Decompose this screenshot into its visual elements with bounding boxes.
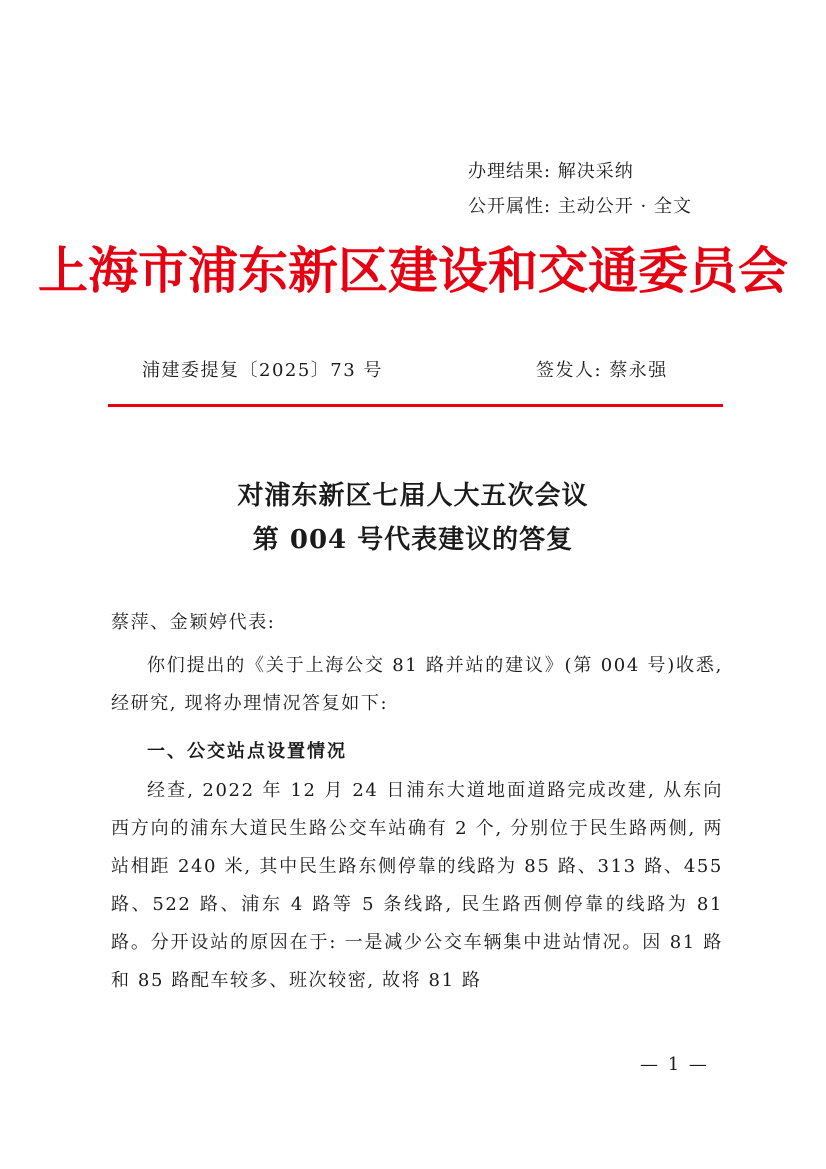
intro-paragraph: 你们提出的《关于上海公交 81 路并站的建议》(第 004 号)收悉, 经研究, 现将办理情况答复如下: — [111, 655, 723, 714]
signer: 签发人: 蔡永强 — [536, 360, 668, 381]
doc-title-line2: 第 004 号代表建议的答复 — [252, 525, 574, 555]
salutation: 蔡萍、金颖婷代表: — [111, 612, 276, 633]
page-number: — 1 — — [640, 1054, 709, 1075]
body-paragraph: 经查, 2022 年 12 月 24 日浦东大道地面道路完成改建, 从东向西方向的浦东大道民生路公交车站确有 2 个, 分别位于民生路两侧, 两站相距 240 米, 其中民生路东侧停靠的线路为 85 路、313 路、455 路、522 路、浦东 4 路等 5 条线路, 民生路西侧停靠的线路为 81 路。分开设站的原因在于: 一是减少公交车辆集中进站情况。因 81 路和 85 路配车较多、班次较密, 故将 81 路 — [111, 780, 723, 991]
doc-title-line1: 对浦东新区七届人大五次会议 — [237, 481, 589, 511]
agency-name: 上海市浦东新区建设和交通委员会 — [38, 241, 788, 300]
document-number: 浦建委提复〔2025〕73 号 — [142, 360, 383, 381]
red-divider — [108, 404, 723, 407]
section-heading: 一、公交站点设置情况 — [147, 741, 347, 762]
handling-result: 办理结果: 解决采纳 — [468, 161, 634, 182]
disclosure-attribute: 公开属性: 主动公开 · 全文 — [468, 196, 692, 217]
